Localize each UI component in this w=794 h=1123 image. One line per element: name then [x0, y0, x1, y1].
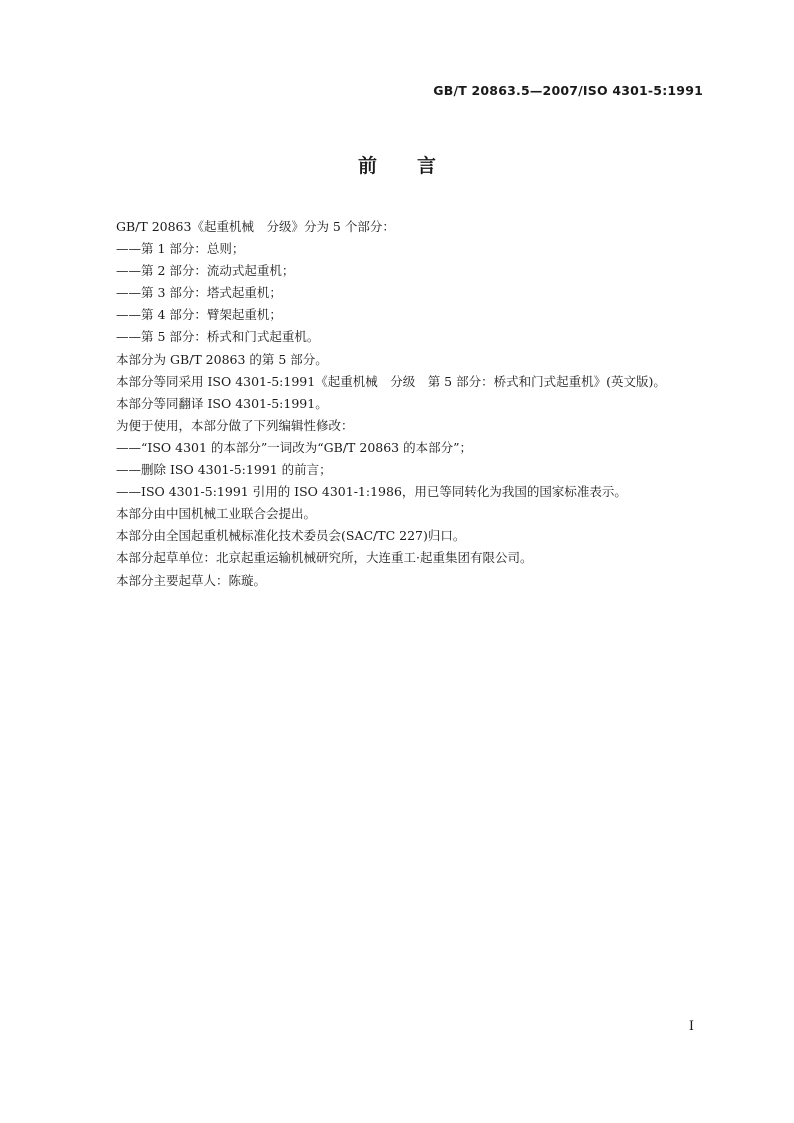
standard-code-header: GB/T 20863.5—2007/ISO 4301-5:1991: [433, 83, 703, 98]
foreword-line: ——第 1 部分：总则；: [116, 241, 245, 257]
foreword-line: 本部分为 GB/T 20863 的第 5 部分。: [116, 351, 328, 367]
foreword-line: 本部分等同翻译 ISO 4301-5:1991。: [116, 395, 328, 411]
page-number: I: [688, 1019, 694, 1034]
foreword-line: ——第 4 部分：臂架起重机；: [116, 307, 282, 323]
foreword-line: ——第 3 部分：塔式起重机；: [116, 285, 282, 301]
foreword-line: 本部分起草单位：北京起重运输机械研究所，大连重工·起重集团有限公司。: [116, 550, 533, 566]
foreword-line: ——ISO 4301-5:1991 引用的 ISO 4301-1:1986，用已等同转化为我国的国家标准表示。: [116, 484, 627, 500]
foreword-line: 为便于使用，本部分做了下列编辑性修改：: [116, 417, 354, 433]
foreword-line: 本部分由中国机械工业联合会提出。: [116, 506, 317, 522]
foreword-body: [116, 216, 716, 592]
foreword-line: GB/T 20863《起重机械 分级》分为 5 个部分：: [116, 219, 395, 234]
foreword-line: ——“ISO 4301 的本部分”一词改为“GB/T 20863 的本部分”；: [116, 439, 473, 455]
foreword-line: ——第 5 部分：桥式和门式起重机。: [116, 329, 320, 345]
foreword-line: ——删除 ISO 4301-5:1991 的前言；: [116, 462, 332, 478]
page-title: 前言: [357, 155, 476, 177]
foreword-line: 本部分由全国起重机械标准化技术委员会(SAC/TC 227)归口。: [116, 528, 466, 544]
foreword-line: 本部分主要起草人：陈璇。: [116, 572, 267, 588]
foreword-line: 本部分等同采用 ISO 4301-5:1991《起重机械 分级 第 5 部分：桥式和门式起重机》(英文版)。: [116, 373, 666, 389]
foreword-line: ——第 2 部分：流动式起重机；: [116, 263, 295, 279]
